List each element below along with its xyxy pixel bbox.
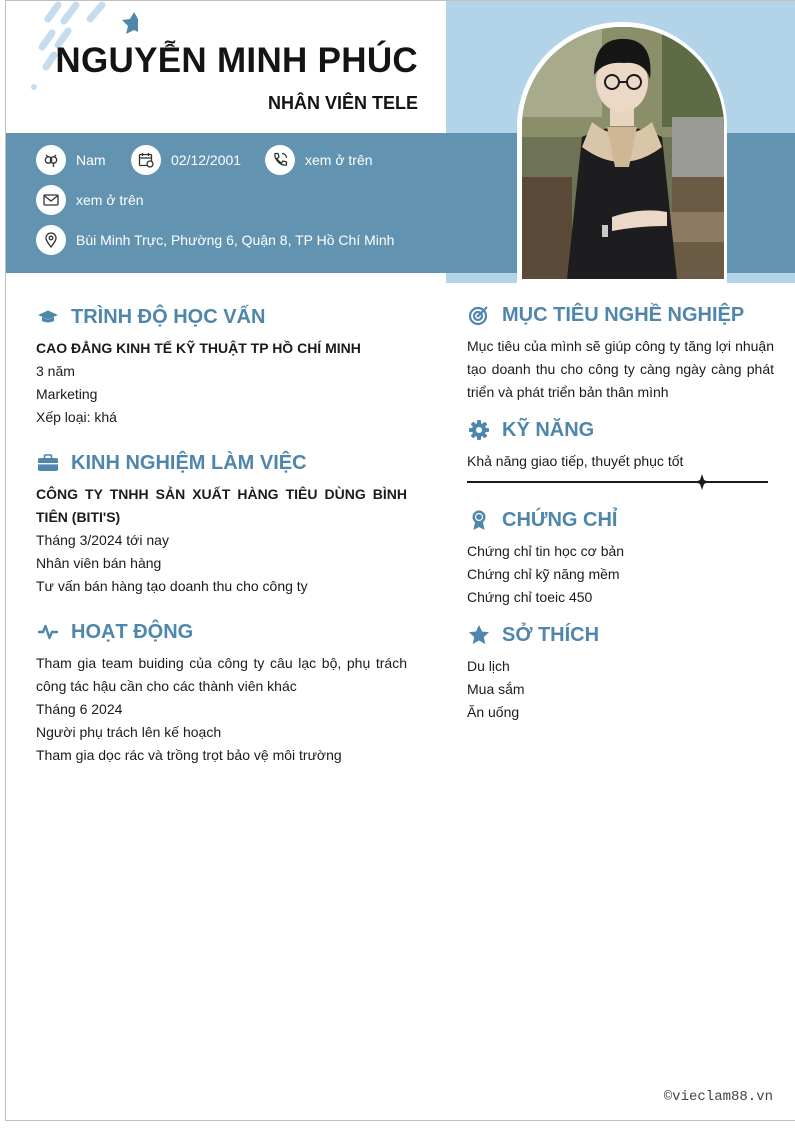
location-pin-icon	[36, 225, 66, 255]
candidate-name: NGUYỄN MINH PHÚC	[55, 41, 418, 80]
experience-heading: KINH NGHIỆM LÀM VIỆC	[36, 451, 307, 475]
birthday-item	[131, 145, 241, 175]
experience-description: Tư vấn bán hàng tạo doanh thu cho công ty	[36, 578, 308, 594]
hobby-item: Du lịch	[467, 658, 510, 674]
phone-value: xem ở trên	[305, 152, 373, 168]
education-major: Marketing	[36, 386, 98, 402]
education-duration: 3 năm	[36, 363, 75, 379]
address-value: Bùi Minh Trực, Phường 6, Quận 8, TP Hồ Chí Minh	[76, 232, 395, 248]
phone-item	[265, 145, 373, 175]
education-grade: Xếp loại: khá	[36, 409, 117, 425]
email-item	[36, 185, 144, 215]
birthday-value: 02/12/2001	[171, 152, 242, 168]
job-title: NHÂN VIÊN TELE	[267, 93, 418, 113]
target-icon	[467, 303, 491, 327]
experience-period: Tháng 3/2024 tới nay	[36, 532, 169, 548]
gear-icon	[467, 418, 491, 442]
education-heading: TRÌNH ĐỘ HỌC VẤN	[36, 305, 265, 329]
envelope-icon	[36, 185, 66, 215]
certificate-item: Chứng chỉ kỹ năng mềm	[467, 566, 620, 582]
calendar-icon	[131, 145, 161, 175]
star-icon	[467, 623, 491, 647]
activity-line-1: Tham gia team buiding của công ty câu lạc bộ, phụ trách công tác hậu cần cho các thành viên khác	[36, 655, 407, 694]
activity-line-4: Tham gia dọc rác và trồng trọt bảo vệ môi trường	[36, 747, 342, 763]
gender-value: Nam	[76, 152, 106, 168]
profile-photo	[522, 27, 724, 279]
certificate-item: Chứng chỉ tin học cơ bản	[467, 543, 625, 559]
activity-line-2: Tháng 6 2024	[36, 701, 123, 717]
hobby-item: Ăn uống	[467, 704, 520, 720]
objective-text: Mục tiêu của mình sẽ giúp công ty tăng lợi nhuận tạo doanh thu cho công ty càng ngày càng phát triển và phát triển bản thân mình	[467, 338, 774, 400]
skills-heading: KỸ NĂNG	[467, 418, 594, 442]
award-icon	[467, 508, 491, 532]
activities-heading: HOẠT ĐỘNG	[36, 620, 193, 644]
certificate-item: Chứng chỉ toeic 450	[467, 589, 593, 605]
email-value: xem ở trên	[76, 192, 144, 208]
experience-company: CÔNG TY TNHH SẢN XUẤT HÀNG TIÊU DÙNG BÌNH TIÊN (BITI'S)	[36, 486, 407, 525]
graduation-cap-icon	[36, 305, 60, 329]
gender-icon	[36, 145, 66, 175]
phone-icon	[265, 145, 295, 175]
experience-role: Nhân viên bán hàng	[36, 555, 162, 571]
education-school: CAO ĐẲNG KINH TẾ KỸ THUẬT TP HỒ CHÍ MINH	[36, 340, 361, 356]
hobby-item: Mua sắm	[467, 681, 525, 697]
address-item	[36, 225, 394, 255]
skill-level-bar	[467, 481, 768, 483]
pulse-icon	[36, 620, 60, 644]
activity-line-3: Người phụ trách lên kế hoạch	[36, 724, 222, 740]
watermark: ©vieclam88.vn	[663, 1089, 773, 1105]
skill-item: Khả năng giao tiếp, thuyết phục tốt	[467, 453, 684, 469]
cv-page	[5, 0, 795, 1121]
hobbies-heading: SỞ THÍCH	[467, 623, 599, 647]
objective-heading: MỤC TIÊU NGHỀ NGHIỆP	[467, 303, 744, 327]
briefcase-icon	[36, 451, 60, 475]
gender-item	[36, 145, 106, 175]
certificates-heading: CHỨNG CHỈ	[467, 508, 617, 532]
skill-level-marker	[695, 474, 709, 490]
